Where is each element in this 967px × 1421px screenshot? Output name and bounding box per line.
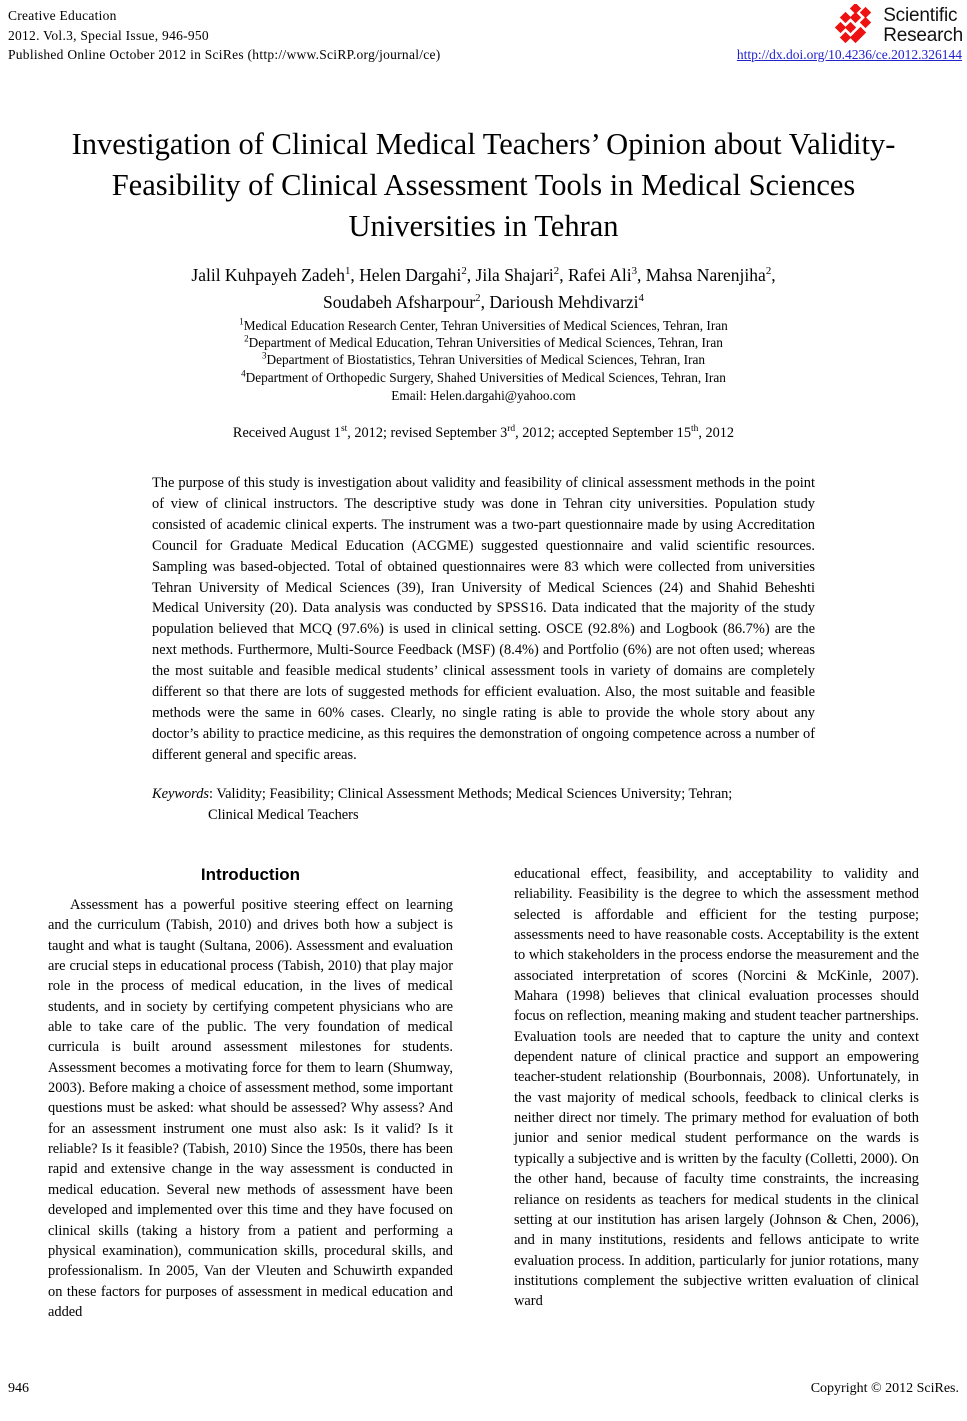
corresponding-email: Email: Helen.dargahi@yahoo.com [391,387,576,403]
issue-info: 2012. Vol.3, Special Issue, 946-950 [8,27,209,43]
page-footer [8,1381,959,1397]
author-line-2: Soudabeh Afsharpour$^2$, Darioush Mehdivarzi$^4$ [323,292,644,312]
publisher-logo [834,2,963,48]
introduction-paragraph-left: Assessment has a powerful positive steering effect on learning and the curriculum (Tabish, 2010) and drives both how a subject is taught and what is taught (Sultana, 2006). Assessment and evaluation are crucial steps in educational process (Tabish, 2010) that play major role in the process of medical education, in the lives of medical students, and in society by certifying competent physicians who are able to take care of the public. The very foundation of medical curricula is built around assessment milestones for students. Assessment becomes a motivating force for them to learn (Shumway, 2003). Before making a choice of assessment method, some important questions must be asked: what should be assessed? Why assess? And for an assessment instrument one must also ask: Is it valid? Is it reliable? Is it feasible? (Tabish, 2010) Since the 1950s, there has been rapid and extensive change in the way assessment is conducted in medical education. Several new methods of assessment have been developed and implemented over this time and they have focused on clinical skills (taking a history from a patient and performing a physical examination), communication skills, procedural skills, and professionalism. In 2005, Van der Vleuten and Schuwirth expanded on these factors for purposes of assessment in medical education and added [48,897,453,1320]
affiliation-item: $^1$Medical Education Research Center, Tehran Universities of Medical Sciences, Tehran, Iran [239,316,728,333]
column-left [48,864,453,1322]
footer-page-number: 946 [8,1381,29,1396]
keywords-block [152,784,815,825]
body-columns [48,864,919,1354]
abstract-text: The purpose of this study is investigation about validity and feasibility of clinical assessment methods in the point of view of clinical instructors. The descriptive study was done in Tehran city universities. Population study consisted of academic clinical experts. The instrument was a two-part questionnaire made by using Accreditation Council for Graduate Medical Education (ACGME) suggested questionnaire and valid scientific resources. Sampling was based-objected. Total of obtained questionnaires were 83 which were collected from universities Tehran University of Medical Sciences (39), Iran University of Medical Sciences (24) and Shahid Beheshti Medical University (20). Data analysis was conducted by SPSS16. Data indicated that the majority of the study population believed that MCQ (97.6%) is used in clinical setting. OSCE (92.8%) and Logbook (86.7%) are the next methods. Furthermore, Multi-Source Feedback (MSF) (8.4%) and Portfolio (6%) are not often used; whereas the most suitable and feasible medical students’ clinical assessment tools in variety of domains are completely different so that there are lots of suggested methods for efficient evaluation. Also, the most suitable and feasible methods were the same in 60% cases. Clearly, no single rating is able to provide the whole story about any doctor’s ability to practice medicine, as this requires the demonstration of ongoing competence across a number of different general and specific areas. [152,475,815,763]
introduction-paragraph-right: educational effect, feasibility, and acceptability to validity and reliability. Feasibility is the degree to which the assessment method selected is affordable and efficient for the testing purpose; assessments need to have reasonable costs. Acceptability is the extent to which stakeholders in the process endorse the measurement and the associated interpretation of scores (Norcini & McKinle, 2007). Mahara (1998) believes that clinical evaluation processes should focus on reflection, meaning making and student teacher partnerships. Evaluation tools are needed that to capture the unity and context dependent nature of clinical practice and support an empowering teacher-student relationship (Bourbonnais, 2008). Unfortunately, in the vast majority of medical schools, feedback to clinical clerks is neither direct nor timely. The primary method for evaluation of both junior and senior medical student performance on the wards is typically a subjective and is written by the faculty (Colletti, 2000). On the other hand, because of faculty time constraints, the increasing reliance on residents as teachers for medical students in the clinical setting at our institution has arisen largely (Johnson & Chen, 2006), and in many institutions, residents and fellows anticipate to write evaluation process. In addition, particularly for junior rotations, many institutions complement the subjective written evaluation of clinical ward [514,866,919,1310]
doi-link[interactable]: http://dx.doi.org/10.4236/ce.2012.326144 [736,47,962,62]
affiliation-list [80,317,887,404]
keywords-values-continued: Clinical Medical Teachers [208,806,359,823]
keywords-values: : Validity; Feasibility; Clinical Assessment Methods; Medical Sciences University; Tehran; [209,786,733,802]
article-title: Investigation of Clinical Medical Teachers’ Opinion about Validity-Feasibility of Clinical Assessment Tools in Medical Sciences Universities in Tehran [71,127,896,244]
affiliation-item: $^4$Department of Orthopedic Surgery, Shahed Universities of Medical Sciences, Tehran, Iran [241,368,726,385]
publisher-name-line1: Scientific [883,4,958,26]
doi-container [596,46,962,64]
submission-dates: Received August 1st, 2012; revised September 3rd, 2012; accepted September 15th, 2012 [232,424,735,441]
affiliation-item: $^2$Department of Medical Education, Tehran Universities of Medical Sciences, Tehran, Iran [244,333,723,351]
keywords-label: Keywords [152,786,210,802]
affiliation-item: $^3$Department of Biostatistics, Tehran Universities of Medical Sciences, Tehran, Iran [261,350,706,368]
section-heading-introduction: Introduction [200,865,301,884]
publisher-name-line2: Research [883,24,963,46]
author-list [80,262,887,316]
footer-copyright: Copyright © 2012 SciRes. [810,1381,959,1396]
journal-name: Creative Education [8,8,117,23]
scientific-research-diamond-icon [834,4,878,46]
publisher-logo-text [883,6,963,45]
column-right [514,864,919,1312]
author-line-1: Jalil Kuhpayeh Zadeh$^1$, Helen Dargahi$^2$, Jila Shajari$^2$, Rafei Ali$^3$, Mahsa Narenjiha$^2$, [191,265,776,285]
published-info: Published Online October 2012 in SciRes (http://www.SciRP.org/journal/ce) [8,47,441,62]
